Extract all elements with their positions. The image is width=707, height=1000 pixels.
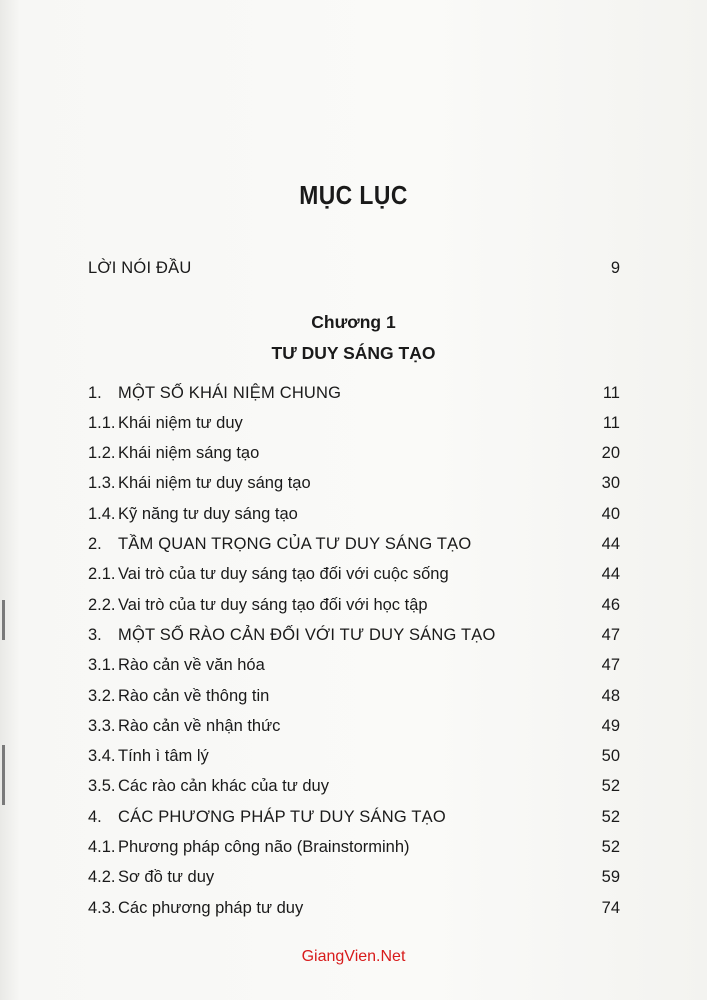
toc-entry-row bbox=[88, 682, 620, 710]
toc-entry-label: Các rào cản khác của tư duy bbox=[118, 777, 329, 796]
toc-entry-label: Kỹ năng tư duy sáng tạo bbox=[118, 504, 298, 523]
toc-entry-page: 44 bbox=[601, 565, 620, 584]
toc-entry-number: 4.1. bbox=[88, 838, 116, 856]
toc-entry-number: 1.1. bbox=[88, 413, 116, 432]
toc-entry-number: 3.4. bbox=[88, 747, 116, 766]
toc-preface-page: 9 bbox=[610, 258, 620, 277]
toc-entry-page: 47 bbox=[601, 656, 620, 675]
chapter-number: Chương 1 bbox=[311, 312, 396, 332]
toc-entry-page: 11 bbox=[602, 383, 620, 402]
toc-entry-row bbox=[88, 773, 620, 801]
toc-entry-row bbox=[88, 531, 620, 559]
toc-entry-label: Khái niệm tư duy sáng tạo bbox=[118, 474, 311, 493]
page-edge-mark bbox=[2, 745, 5, 805]
toc-entry-label: Vai trò của tư duy sáng tạo đối với cuộc sống bbox=[118, 565, 449, 584]
toc-entry-row bbox=[88, 621, 620, 649]
toc-entry-row bbox=[88, 743, 620, 771]
toc-preface-row bbox=[88, 254, 620, 282]
toc-entry-row bbox=[88, 379, 620, 407]
toc-entry-page: 52 bbox=[601, 838, 620, 856]
page-edge-mark bbox=[2, 600, 5, 640]
toc-entry-row bbox=[88, 894, 620, 922]
toc-entry-number: 2. bbox=[88, 535, 102, 553]
toc-entry-number: 3.2. bbox=[88, 686, 116, 705]
toc-entry-label: Rào cản về thông tin bbox=[118, 686, 270, 705]
toc-entry-page: 52 bbox=[601, 777, 620, 796]
toc-entry-page: 49 bbox=[601, 716, 620, 735]
toc-entry-row bbox=[88, 712, 620, 740]
toc-entry-number: 3.5. bbox=[88, 777, 116, 796]
toc-entry-label: Tính ì tâm lý bbox=[118, 747, 209, 766]
toc-entry-label: Sơ đồ tư duy bbox=[118, 868, 215, 887]
toc-entry-row bbox=[88, 834, 620, 862]
toc-entry-number: 2.2. bbox=[88, 595, 116, 614]
page-title: MỤC LỤC bbox=[299, 180, 408, 210]
toc-entry-page: 20 bbox=[601, 444, 620, 463]
toc-entry-number: 3.3. bbox=[88, 716, 116, 735]
toc-entry-label: MỘT SỐ KHÁI NIỆM CHUNG bbox=[118, 383, 342, 402]
toc-entry-number: 1. bbox=[88, 383, 102, 402]
chapter-title: TƯ DUY SÁNG TẠO bbox=[271, 343, 436, 363]
toc-entry-page: 59 bbox=[601, 868, 620, 887]
toc-entry-number: 3. bbox=[88, 625, 102, 644]
toc-entry-page: 11 bbox=[602, 413, 620, 432]
toc-entry-page: 48 bbox=[601, 686, 620, 705]
toc-entry-row bbox=[88, 652, 620, 680]
toc-entry-page: 40 bbox=[601, 504, 620, 523]
toc-entry-number: 4.2. bbox=[88, 868, 116, 887]
toc-entry-row bbox=[88, 803, 620, 831]
toc-entry-row bbox=[88, 864, 620, 892]
toc-entry-label: Các phương pháp tư duy bbox=[118, 898, 304, 917]
toc-entry-number: 1.4. bbox=[88, 504, 116, 523]
toc-entry-number: 1.2. bbox=[88, 444, 116, 463]
toc-entry-number: 4.3. bbox=[88, 898, 116, 917]
toc-entry-label: Phương pháp công não (Brainstorminh) bbox=[118, 838, 410, 856]
toc-entry-label: MỘT SỐ RÀO CẢN ĐỐI VỚI TƯ DUY SÁNG TẠO bbox=[118, 625, 496, 644]
toc-entry-label: Khái niệm tư duy bbox=[118, 413, 243, 432]
toc-entry-label: Rào cản về văn hóa bbox=[118, 656, 265, 675]
toc-entry-label: Vai trò của tư duy sáng tạo đối với học tập bbox=[118, 595, 428, 614]
toc-entry-page: 50 bbox=[601, 747, 620, 766]
toc-entry-page: 52 bbox=[601, 807, 620, 826]
toc-entry-label: TẦM QUAN TRỌNG CỦA TƯ DUY SÁNG TẠO bbox=[118, 535, 472, 553]
toc-entry-page: 74 bbox=[601, 898, 620, 917]
toc-entry-number: 1.3. bbox=[88, 474, 116, 493]
toc-entry-page: 30 bbox=[601, 474, 620, 493]
toc-entry-number: 2.1. bbox=[88, 565, 116, 584]
toc-entry-label: Khái niệm sáng tạo bbox=[118, 444, 260, 463]
toc-entry-number: 3.1. bbox=[88, 656, 116, 675]
toc-entry-page: 47 bbox=[601, 625, 620, 644]
toc-entry-page: 46 bbox=[601, 595, 620, 614]
toc-preface-label: LỜI NÓI ĐẦU bbox=[88, 258, 192, 277]
toc-entry-label: CÁC PHƯƠNG PHÁP TƯ DUY SÁNG TẠO bbox=[118, 807, 446, 826]
toc-entry-page: 44 bbox=[601, 535, 620, 553]
watermark: GiangVien.Net bbox=[301, 948, 406, 965]
toc-entry-row bbox=[88, 591, 620, 619]
toc-entry-row bbox=[88, 561, 620, 589]
toc-entry-row bbox=[88, 409, 620, 437]
toc-entry-row bbox=[88, 470, 620, 498]
toc-entry-label: Rào cản về nhận thức bbox=[118, 716, 281, 735]
toc-entry-row bbox=[88, 440, 620, 468]
toc-entry-number: 4. bbox=[88, 807, 102, 826]
toc-entry-row bbox=[88, 500, 620, 528]
